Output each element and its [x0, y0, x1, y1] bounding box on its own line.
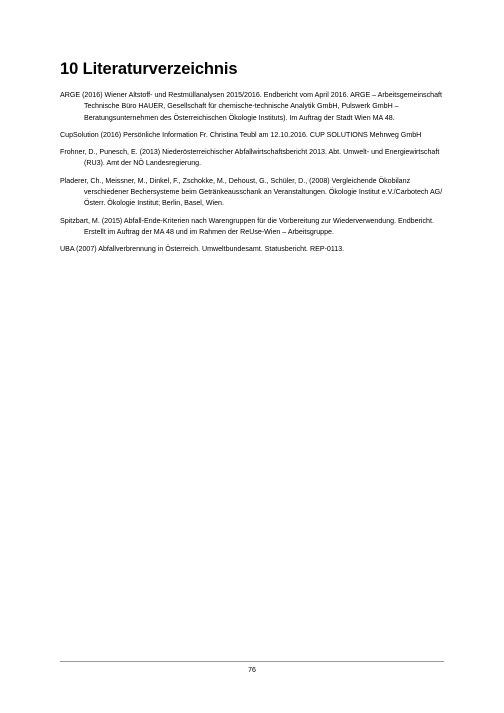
reference-entry-pladerer: Pladerer, Ch., Meissner, M., Dinkel, F., Zschokke, M., Dehoust, G., Schüler, D., (2008) Vergleichende Ökobilanz verschiedener Bechersysteme beim Getränkeausschank an Veranstaltungen. Ökologie Institut e.V./Carbotech AG/ Österr. Ökologie Institut; Berlin, Basel, Wien. — [60, 176, 443, 208]
reference-entry-frohner: Frohner, D., Punesch, E. (2013) Niederösterreichischer Abfallwirtschaftsbericht 2013. Abt. Umwelt- und Energiewirtschaft (RU3). Amt der NÖ Landesregierung. — [60, 148, 440, 168]
footer-divider — [60, 661, 444, 662]
reference-entry-uba: UBA (2007) Abfallverbrennung in Österreich. Umweltbundesamt. Statusbericht. REP-0113. — [60, 245, 345, 254]
section-heading: 10 Literaturverzeichnis — [60, 60, 238, 78]
page-number: 76 — [248, 667, 256, 674]
reference-list — [60, 90, 448, 262]
reference-entry-spitzbart: Spitzbart, M. (2015) Abfall-Ende-Kriterien nach Warengruppen für die Vorbereitung zur Wiederverwendung. Endbericht. Erstellt im Auftrag der MA 48 und im Rahmen der ReUse-Wien – Arbeitsgruppe. — [60, 216, 434, 236]
reference-entry-cupsolution: CupSolution (2016) Persönliche Information Fr. Christina Teubl am 12.10.2016. CUP SOLUTIONS Mehrweg GmbH — [60, 130, 422, 139]
reference-entry-arge: ARGE (2016) Wiener Altstoff- und Restmüllanalysen 2015/2016. Endbericht vom April 2016. ARGE – Arbeitsgemeinschaft Technische Büro HAUER, Gesellschaft für chemische-technische Analytik GmbH, Pulswerk GmbH – Beratungsunternehmen des Österreichischen Ökologie Instituts). Im Auftrag der Stadt Wien MA 48. — [60, 91, 442, 122]
